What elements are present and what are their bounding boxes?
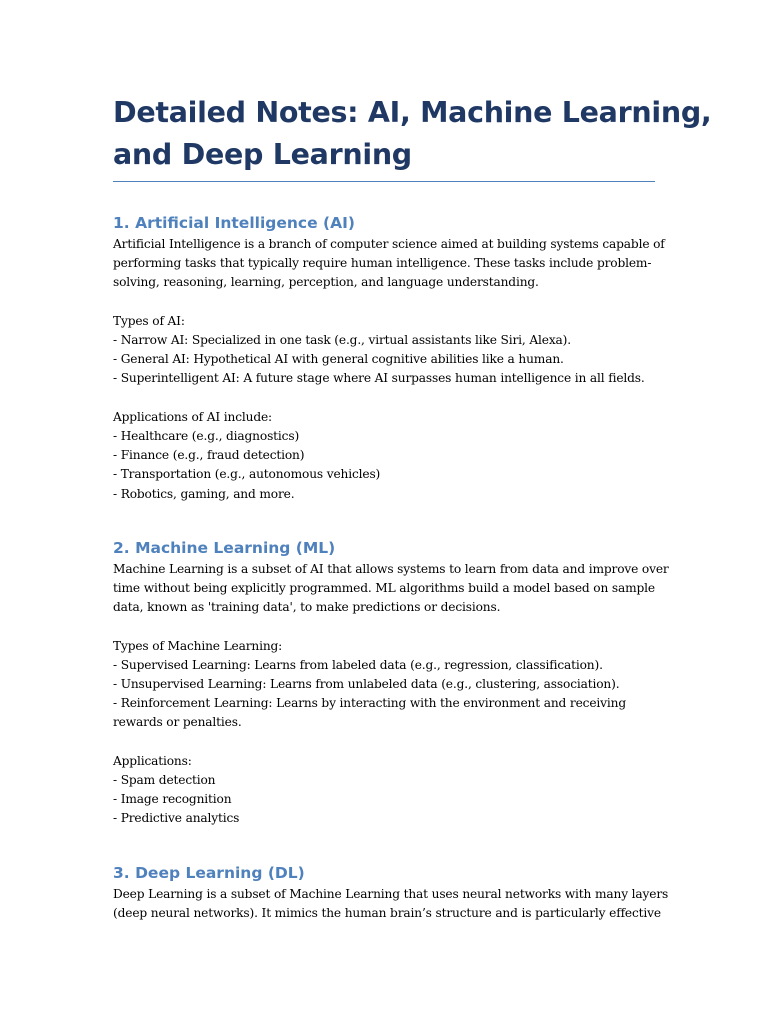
list-label: Types of Machine Learning: (113, 638, 283, 653)
text-line: Artificial Intelligence is a branch of computer science aimed at building systems capable of (113, 237, 665, 251)
title-line: and Deep Learning (113, 138, 412, 171)
list-item: rewards or penalties. (113, 715, 242, 730)
list-item: - Transportation (e.g., autonomous vehicles) (113, 467, 381, 482)
section-heading-ai: 1. Artificial Intelligence (AI) (113, 214, 355, 232)
blank-line (113, 293, 655, 312)
list-item: - Spam detection (113, 773, 216, 788)
section-heading-ml: 2. Machine Learning (ML) (113, 538, 336, 557)
text-line: Deep Learning is a subset of Machine Learning that uses neural networks with many layers (113, 886, 669, 901)
text-line: (deep neural networks). It mimics the human brain’s structure and is particularly effective (113, 905, 661, 920)
list-item: - Robotics, gaming, and more. (113, 486, 295, 501)
list-item: - Superintelligent AI: A future stage where AI surpasses human intelligence in all fields. (113, 371, 645, 386)
title-line: Detailed Notes: AI, Machine Learning, (113, 96, 712, 129)
list-item: - Finance (e.g., fraud detection) (113, 448, 305, 463)
list-item: - Predictive analytics (113, 811, 240, 826)
text-line: solving, reasoning, learning, perception, and language understanding. (113, 275, 539, 290)
list-item: - Unsupervised Learning: Learns from unlabeled data (e.g., clustering, association). (113, 677, 620, 692)
document-title (113, 92, 712, 176)
list-item: - Image recognition (113, 792, 232, 807)
list-label: Applications of AI include: (113, 409, 273, 424)
blank-line (113, 617, 655, 636)
list-item: - Narrow AI: Specialized in one task (e.g., virtual assistants like Siri, Alexa). (113, 333, 571, 347)
list-item: - Supervised Learning: Learns from labeled data (e.g., regression, classification). (113, 657, 603, 672)
document-page (113, 92, 712, 923)
list-label: Applications: (113, 753, 192, 768)
list-item: - Healthcare (e.g., diagnostics) (113, 429, 300, 443)
text-line: time without being explicitly programmed. ML algorithms build a model based on sample (113, 581, 655, 596)
list-item: - Reinforcement Learning: Learns by interacting with the environment and receiving (113, 696, 626, 711)
list-item: - General AI: Hypothetical AI with general cognitive abilities like a human. (113, 352, 564, 367)
list-label: Types of AI: (113, 313, 185, 328)
section-heading-dl: 3. Deep Learning (DL) (113, 863, 305, 882)
section-body-ai (113, 235, 665, 504)
text-line: data, known as 'training data', to make predictions or decisions. (113, 600, 501, 615)
text-line: performing tasks that typically require human intelligence. These tasks include problem- (113, 256, 652, 271)
section-body-ml (113, 560, 669, 829)
title-underline (113, 181, 655, 182)
section-body-dl (113, 885, 669, 923)
blank-line (113, 733, 655, 752)
blank-line (113, 389, 655, 408)
text-line: Machine Learning is a subset of AI that allows systems to learn from data and improve over (113, 561, 669, 576)
